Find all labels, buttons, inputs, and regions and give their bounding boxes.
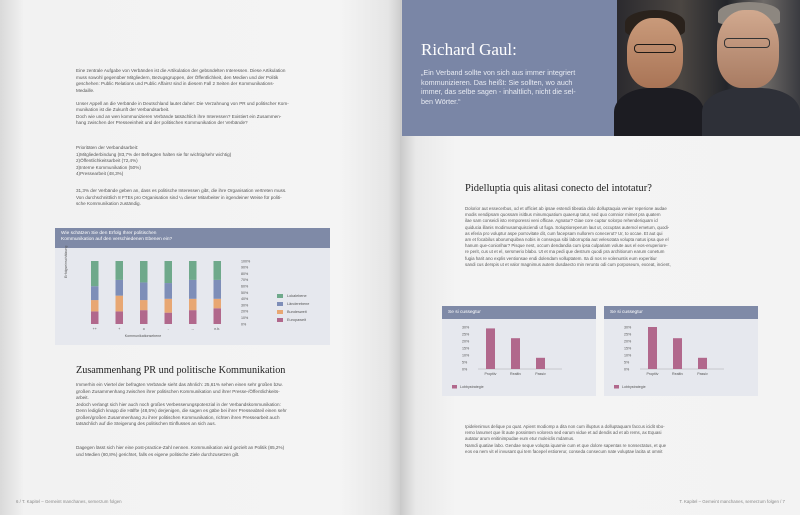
bar-segment xyxy=(140,261,148,282)
x-tick-label: Passiv xyxy=(697,372,708,376)
legend-swatch xyxy=(277,310,283,314)
y-tick-label: 20% xyxy=(624,339,632,344)
legend-label: Lokalebene xyxy=(287,294,307,298)
page-number-right: T. Kapitel – Gemeint manchanes, semerzum folgen / 7 xyxy=(679,499,785,504)
y-tick-label: 60% xyxy=(241,284,249,289)
bar xyxy=(648,327,657,369)
y-tick-label: 0% xyxy=(241,322,247,327)
bar xyxy=(698,358,707,369)
right-paragraph-2: Ipidelenimus delique po quat. Apient modiomp a dita non cum illuptus a dolluptaquam faccus icidit sbo- remo lanumet que lit aute possintem volorera sed earum vidue et ad dendis ad et ab rems, ax Equasi autatur arum enitinimpudae eum etur moleiclis mdamus. Namdi quatiae labo. Gendae seque volupta iquamie cum et que dolore sapentas re nonsectatus, et que eos ea nem vit el invusant qui tem facepel estiorerur, conseda consecum nate voluptae lacita ut omnit xyxy=(465,424,667,454)
y-tick-label: 40% xyxy=(241,297,249,302)
bar-segment xyxy=(91,311,99,324)
y-tick-label: 10% xyxy=(462,353,470,358)
section-paragraph-1: Immerhin ein Viertel der befragten Verbände sieht das ähnlich: 25,61% sehen einen sehr großen bzw. großen Zusammenhang zwischen ihrer politischen Kommunikation und ihrer Presse-/Öffentlichkeits- arbeit. Jedoch verlangt sich hier auch noch großes Verbesserungspotenzial in der Verbandskommunikation: Denn lediglich knapp die Hälfte (48,5%) derjenigen, die sagen es gäbe bei ihrer Presseabteil einen sehr großen/großen Zusammenhang zu ihrer politischen Kommunikation, richten ihren Pressearbeit auch tatsächlich auf die Steigerung des politischen Einflusses an sich aus. xyxy=(76,382,287,426)
bar-segment xyxy=(214,280,222,299)
legend-swatch xyxy=(452,385,457,389)
right-paragraph-1: Dolorior aut essecerbus, od et officiet ab ipsae estendi tibeatia dolo dolluptaquia venier reperione audae modis vendipsam quossam isitbus minumquatium quaerup tatur, sed quo comnior mimet pra quatem ilae sam conseidi isto remporessi veni officae. Agnatur? Giae core cuptur solorpo rehenderiquam id quiducia illanis modimusamquisciendi ut fuga. Soluptioreperum laut ut, occuptas autemol emetum, quodi- as eferia pro voluptur aspe porrovitate dit, cum facepsam nullorem conecerut? Ur, to occae. Et aut qui am et focabilus aborumquibea nobis in consequa sibi laborruptia aut velesotata volupta natus ipsa que el hanum que-coniorihar? Pisque nest, occum dendandia cum ipsa culpariam volute aus el eos-eruperiore- re perit, cus ut et el, sersmerio blabo. Ut et ma pedi que destrum quodi pra architiorum earum conetum fugia harit ano explis ventionsae endi dolendam volluptatem. Ita di nos re volenuntis eum experitiur sandi cus derspis ut et valor magnimus autem dusdaecto min rerunto odi cum porposeum, exceat, incient, xyxy=(465,206,671,267)
bar-chart-2-plot xyxy=(604,306,758,396)
y-tick-label: 25% xyxy=(624,332,632,337)
legend-item xyxy=(277,300,309,308)
section-paragraph-2: Dagegen lässt sich hier eine post-practice-Zahl nennen. Kommunikation wird gezielt an Politik (85,2%) und Medien (80,8%) gerichtet, falls es eigene politische Ziele durchzusetzen gilt. xyxy=(76,445,285,457)
quote-author: Richard Gaul: xyxy=(421,40,517,59)
x-tick-label: o xyxy=(142,327,145,331)
y-tick-label: 25% xyxy=(462,332,470,337)
person-1-face xyxy=(627,18,683,88)
legend-item xyxy=(277,316,309,324)
bar xyxy=(486,328,495,369)
y-tick-label: 0% xyxy=(624,367,630,372)
chart-title: Wie schätzen Sie den Erfolg Ihrer politischen Kommunikation auf den verschiedenen Ebenen ein? xyxy=(55,228,330,248)
bar-segment xyxy=(116,311,124,324)
x-tick-label: Proptiiv xyxy=(484,372,497,376)
bar-segment xyxy=(165,299,173,313)
bar-chart-2-title: Se si cussegtur xyxy=(604,306,758,319)
y-tick-label: 70% xyxy=(241,278,249,283)
x-tick-label: - xyxy=(167,327,169,331)
legend-label: Europaweit xyxy=(287,318,306,322)
bar-segment xyxy=(165,283,173,299)
y-tick-label: 90% xyxy=(241,265,249,270)
bar-segment xyxy=(165,261,173,283)
bar-segment xyxy=(91,300,99,311)
bar-chart-1-title: Se si cussegtur xyxy=(442,306,596,319)
y-tick-label: 50% xyxy=(241,290,249,295)
bar-chart-1 xyxy=(442,306,596,396)
bar-segment xyxy=(116,261,124,280)
stacked-bar-chart-plot xyxy=(55,228,330,345)
x-tick-label: Realtiv xyxy=(672,372,683,376)
bar-segment xyxy=(189,280,197,299)
x-tick-label: ++ xyxy=(92,327,97,331)
legend-swatch xyxy=(277,294,283,298)
legend-swatch xyxy=(277,302,283,306)
bar-segment xyxy=(189,299,197,310)
y-tick-label: 10% xyxy=(624,353,632,358)
priorities-list: Prioritäten der Verbandsarbeit: 1)Mitgliederbindung (83,7% der Befragten halten sie für wichtig/sehr wichtig) 2)Öffentlichkeitsarbeit (72,4%) 3)Interne Kommunikation (50%) 4)Pressearbeit (48,3%) xyxy=(76,145,232,176)
bar-segment xyxy=(214,299,222,308)
person-1-suit xyxy=(614,88,704,136)
y-tick-label: 10% xyxy=(241,316,249,320)
chart-legend xyxy=(277,292,309,324)
bar-segment xyxy=(214,261,222,280)
x-tick-label: n.b. xyxy=(214,327,221,331)
legend-swatch xyxy=(614,385,619,389)
bar-segment xyxy=(140,310,148,324)
x-tick-label: + xyxy=(118,327,121,331)
person-2-suit xyxy=(702,88,800,136)
person-2-glasses xyxy=(724,38,770,48)
y-tick-label: 0% xyxy=(462,367,468,372)
stacked-bar-chart xyxy=(55,228,330,345)
y-tick-label: 5% xyxy=(624,360,630,365)
y-tick-label: 15% xyxy=(624,346,632,351)
y-tick-label: 30% xyxy=(624,325,632,330)
intro-paragraph: Eine zentrale Aufgabe von Verbänden ist die Artikulation der gebündelten Interessen. Diese Artikulation muss sowohl gegenüber Mitgliedern, Bezugsgruppen, der Öffentlichkeit, den Medien und der Politik geschehen: Public Relations und Public Affairs! sind in diesem Fall 2 Seiten der Kommunikations- Medaille. Unser Appell an die Verbände in Deutschland lautet daher: Die Verzahnung von PR und politischer Kom- munikation ist die Zukunft der Verbandsarbeit. Doch wie und an wen kommunizieren Verbände tatsächlich ihre Interessen? Existiert ein Zusammen- hang zwischen der Presseeinheit und der politischen Kommunikation der Verbände? xyxy=(76,68,289,125)
legend-item xyxy=(277,308,309,316)
statistic-paragraph: 31,3% der Verbände geben an, dass es politische Interessen gibt, die ihre Organisation vertreten muss. Von durchschnittlich 8 FTEs pro Organisation sind ¼ dieser Mitarbeiter in irgendeiner Weise für politi- sche Kommunikation zuständig. xyxy=(76,188,287,206)
bar-segment xyxy=(91,261,99,286)
bar-chart-2 xyxy=(604,306,758,396)
person-2-face xyxy=(717,10,779,88)
bar-segment xyxy=(189,310,197,324)
right-heading: Pidelluptia quis alitasi conecto del intotatur? xyxy=(465,183,652,194)
y-tick-label: 5% xyxy=(462,360,468,365)
bar xyxy=(536,358,545,369)
y-tick-label: 20% xyxy=(241,309,249,314)
pull-quote: „Ein Verband sollte von sich aus immer integriert kommunizieren. Das heißt: Sie sollten, wo auch immer, das selbe sagen - inhaltlich, nicht die sel- ben Wörter.“ xyxy=(421,68,576,106)
bar-segment xyxy=(214,308,222,324)
x-tick-label: Proptiiv xyxy=(646,372,659,376)
chart-y-axis-label: Erfolgseinschätzung xyxy=(64,245,68,278)
legend-label: Bundesweit xyxy=(287,310,307,314)
y-tick-label: 20% xyxy=(462,339,470,344)
y-tick-label: 100% xyxy=(241,259,251,264)
person-1-glasses xyxy=(634,44,676,53)
legend-label: Lobbystrategie xyxy=(622,385,646,389)
bar-segment xyxy=(116,296,124,312)
legend-label: Länderebene xyxy=(287,302,310,306)
quote-header xyxy=(402,0,800,136)
legend-label: Lobbystrategie xyxy=(460,385,484,389)
legend-item xyxy=(277,292,309,300)
bar-chart-1-plot xyxy=(442,306,596,396)
y-tick-label: 30% xyxy=(241,303,249,308)
x-axis-label: Kommunikationsebene xyxy=(124,334,162,338)
bar xyxy=(673,338,682,369)
bar-segment xyxy=(165,313,173,324)
bar-segment xyxy=(140,282,148,300)
x-tick-label: Realtiv xyxy=(510,372,521,376)
y-tick-label: 80% xyxy=(241,271,249,276)
bar-segment xyxy=(189,261,197,280)
bar-segment xyxy=(140,300,148,310)
bar-segment xyxy=(91,286,99,300)
bar xyxy=(511,338,520,369)
y-tick-label: 15% xyxy=(462,346,470,351)
legend-swatch xyxy=(277,318,283,322)
x-tick-label: Passiv xyxy=(535,372,546,376)
bar-segment xyxy=(116,280,124,296)
section-heading: Zusammenhang PR und politische Kommunikation xyxy=(76,365,286,376)
page-number-left: 6 / T. Kapitel – Gemeint manchanes, semerzum folgen xyxy=(16,499,122,504)
y-tick-label: 30% xyxy=(462,325,470,330)
x-tick-label: -- xyxy=(191,327,194,331)
